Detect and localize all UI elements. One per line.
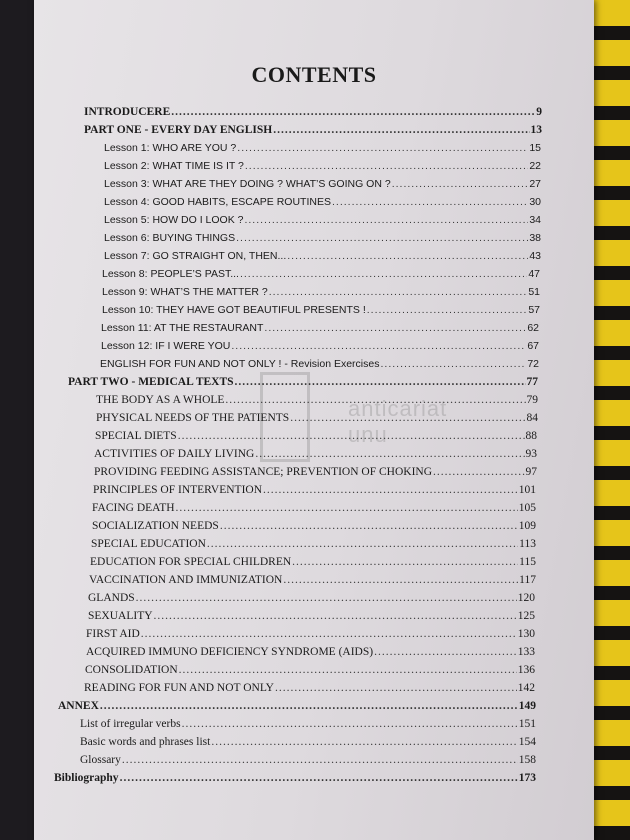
toc-entry: Lesson 2: WHAT TIME IS IT ? ..... 22 xyxy=(104,160,541,176)
toc-entry: ACTIVITIES OF DAILY LIVING ..... 93 xyxy=(94,448,537,464)
toc-entry: SPECIAL EDUCATION ..... 113 xyxy=(91,538,536,554)
toc-entry: Bibliography ..... 173 xyxy=(54,772,536,788)
toc-entry: Lesson 3: WHAT ARE THEY DOING ? WHAT’S GOING ON ? ..... 27 xyxy=(104,178,541,194)
toc-entry: PHYSICAL NEEDS OF THE PATIENTS ..... 84 xyxy=(96,412,538,428)
toc-entry: GLANDS ..... 120 xyxy=(88,592,535,608)
toc-entry: PROVIDING FEEDING ASSISTANCE; PREVENTION OF CHOKING ..... 97 xyxy=(94,466,537,482)
toc-entry: CONSOLIDATION ..... 136 xyxy=(85,664,535,680)
toc-entry: THE BODY AS A WHOLE ..... 79 xyxy=(96,394,538,410)
toc-entry: EDUCATION FOR SPECIAL CHILDREN ..... 115 xyxy=(90,556,536,572)
toc-entry: Lesson 11: AT THE RESTAURANT ..... 62 xyxy=(101,322,539,338)
table-of-contents xyxy=(34,0,594,840)
toc-entry: SEXUALITY ..... 125 xyxy=(88,610,535,626)
toc-entry: VACCINATION AND IMMUNIZATION ..... 117 xyxy=(89,574,536,590)
toc-entry: FIRST AID ..... 130 xyxy=(86,628,535,644)
toc-entry: Glossary ..... 158 xyxy=(80,754,536,770)
page-title: CONTENTS xyxy=(251,62,377,87)
toc-entry: ENGLISH FOR FUN AND NOT ONLY ! - Revision Exercises ..... 72 xyxy=(100,358,539,374)
toc-entry: Basic words and phrases list ..... 154 xyxy=(80,736,536,752)
toc-entry: PART ONE - EVERY DAY ENGLISH ..... 13 xyxy=(84,124,542,140)
toc-entry: Lesson 4: GOOD HABITS, ESCAPE ROUTINES ..... 30 xyxy=(104,196,541,212)
toc-entry: PART TWO - MEDICAL TEXTS ..... 77 xyxy=(68,376,538,392)
toc-entry: SPECIAL DIETS ..... 88 xyxy=(95,430,537,446)
book-page xyxy=(34,0,594,840)
toc-entry: Lesson 6: BUYING THINGS ..... 38 xyxy=(104,232,541,248)
toc-entry: INTRODUCERE ..... 9 xyxy=(84,106,542,122)
toc-entry: Lesson 8: PEOPLE’S PAST... ..... 47 xyxy=(102,268,540,284)
watermark-text: anticariat unu xyxy=(348,396,448,447)
toc-entry: ANNEX ..... 149 xyxy=(58,700,536,716)
toc-entry: ACQUIRED IMMUNO DEFICIENCY SYNDROME (AIDS) ..... 133 xyxy=(86,646,535,662)
toc-entry: READING FOR FUN AND NOT ONLY ..... 142 xyxy=(84,682,535,698)
toc-entry: List of irregular verbs ..... 151 xyxy=(80,718,536,734)
toc-entry: FACING DEATH ..... 105 xyxy=(92,502,536,518)
toc-entry: Lesson 10: THEY HAVE GOT BEAUTIFUL PRESENTS ! ..... 57 xyxy=(102,304,540,320)
toc-entry: Lesson 1: WHO ARE YOU ? ..... 15 xyxy=(104,142,541,158)
toc-entry: Lesson 5: HOW DO I LOOK ? ..... 34 xyxy=(104,214,541,230)
toc-entry: Lesson 7: GO STRAIGHT ON, THEN... ..... 43 xyxy=(104,250,541,266)
background-book-edge xyxy=(590,0,630,840)
toc-entry: Lesson 12: IF I WERE YOU ..... 67 xyxy=(101,340,539,356)
toc-entry: PRINCIPLES OF INTERVENTION ..... 101 xyxy=(93,484,536,500)
toc-entry: SOCIALIZATION NEEDS ..... 109 xyxy=(92,520,536,536)
toc-entry: Lesson 9: WHAT’S THE MATTER ? ..... 51 xyxy=(102,286,540,302)
